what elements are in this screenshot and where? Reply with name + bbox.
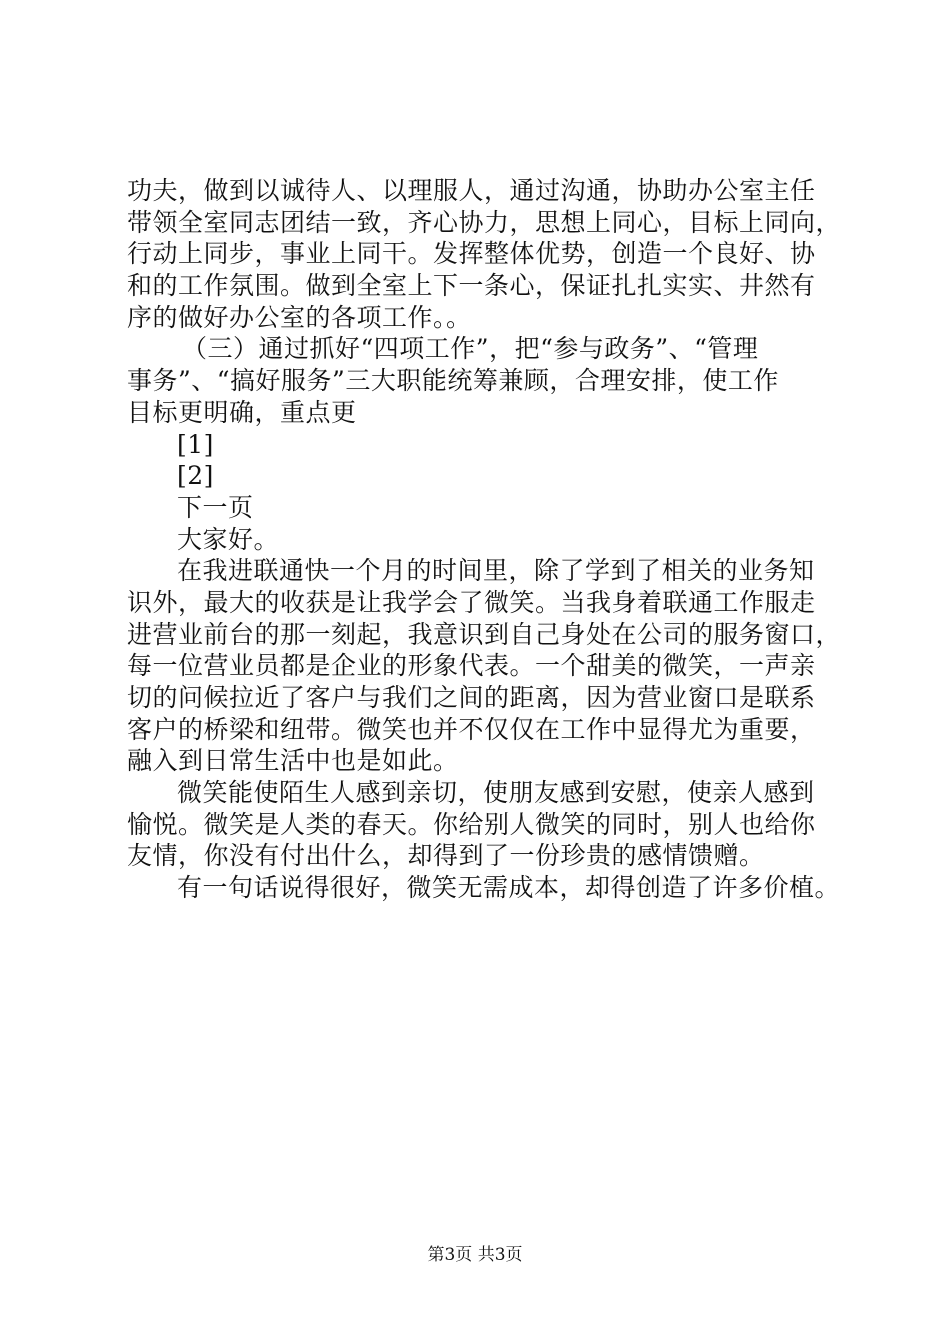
paragraph-line: 目标更明确，重点更 <box>127 397 357 427</box>
paragraph-line: 愉悦。微笑是人类的春天。你给别人微笑的同时，别人也给你 <box>127 809 816 839</box>
paragraph-line: 行动上同步，事业上同干。发挥整体优势，创造一个良好、协 <box>127 239 816 269</box>
paragraph-line: 客户的桥梁和纽带。微笑也并不仅仅在工作中显得尤为重要， <box>127 714 816 744</box>
page-link-2[interactable]: [2] <box>177 461 214 491</box>
paragraph-line: 功夫，做到以诚待人、以理服人，通过沟通，协助办公室主任 <box>127 176 816 205</box>
paragraph-line: 和的工作氛围。做到全室上下一条心，保证扎扎实实、井然有 <box>127 271 816 301</box>
paragraph-line: 事务”、“搞好服务”三大职能统筹兼顾，合理安排，使工作 <box>127 366 779 396</box>
paragraph-line: 每一位营业员都是企业的形象代表。一个甜美的微笑，一声亲 <box>127 651 816 681</box>
page-link-1[interactable]: [1] <box>177 429 214 459</box>
paragraph-line: 友情，你没有付出什么，却得到了一份珍贵的感情馈赠。 <box>127 841 765 871</box>
paragraph-line: 融入到日常生活中也是如此。 <box>127 746 459 776</box>
page-number-footer: 第3页 共3页 <box>427 1245 523 1265</box>
document-body <box>127 175 842 904</box>
paragraph-line: 在我进联通快一个月的时间里，除了学到了相关的业务知 <box>177 556 815 586</box>
paragraph-line: 微笑能使陌生人感到亲切，使朋友感到安慰，使亲人感到 <box>177 778 815 808</box>
paragraph-line: 序的做好办公室的各项工作。。 <box>127 302 472 332</box>
paragraph-line: （三）通过抓好“四项工作”，把“参与政务”、“管理 <box>182 334 759 364</box>
next-page-link[interactable]: 下一页 <box>177 492 254 522</box>
paragraph-line: 识外，最大的收获是让我学会了微笑。当我身着联通工作服走 <box>127 587 816 617</box>
greeting-line: 大家好。 <box>177 524 280 554</box>
paragraph-line: 切的问候拉近了客户与我们之间的距离，因为营业窗口是联系 <box>127 683 816 712</box>
paragraph-line: 带领全室同志团结一致，齐心协力，思想上同心，目标上同向， <box>127 207 842 237</box>
paragraph-line: 进营业前台的那一刻起，我意识到自己身处在公司的服务窗口， <box>127 619 842 649</box>
paragraph-line: 有一句话说得很好，微笑无需成本，却得创造了许多价植。 <box>177 873 841 903</box>
